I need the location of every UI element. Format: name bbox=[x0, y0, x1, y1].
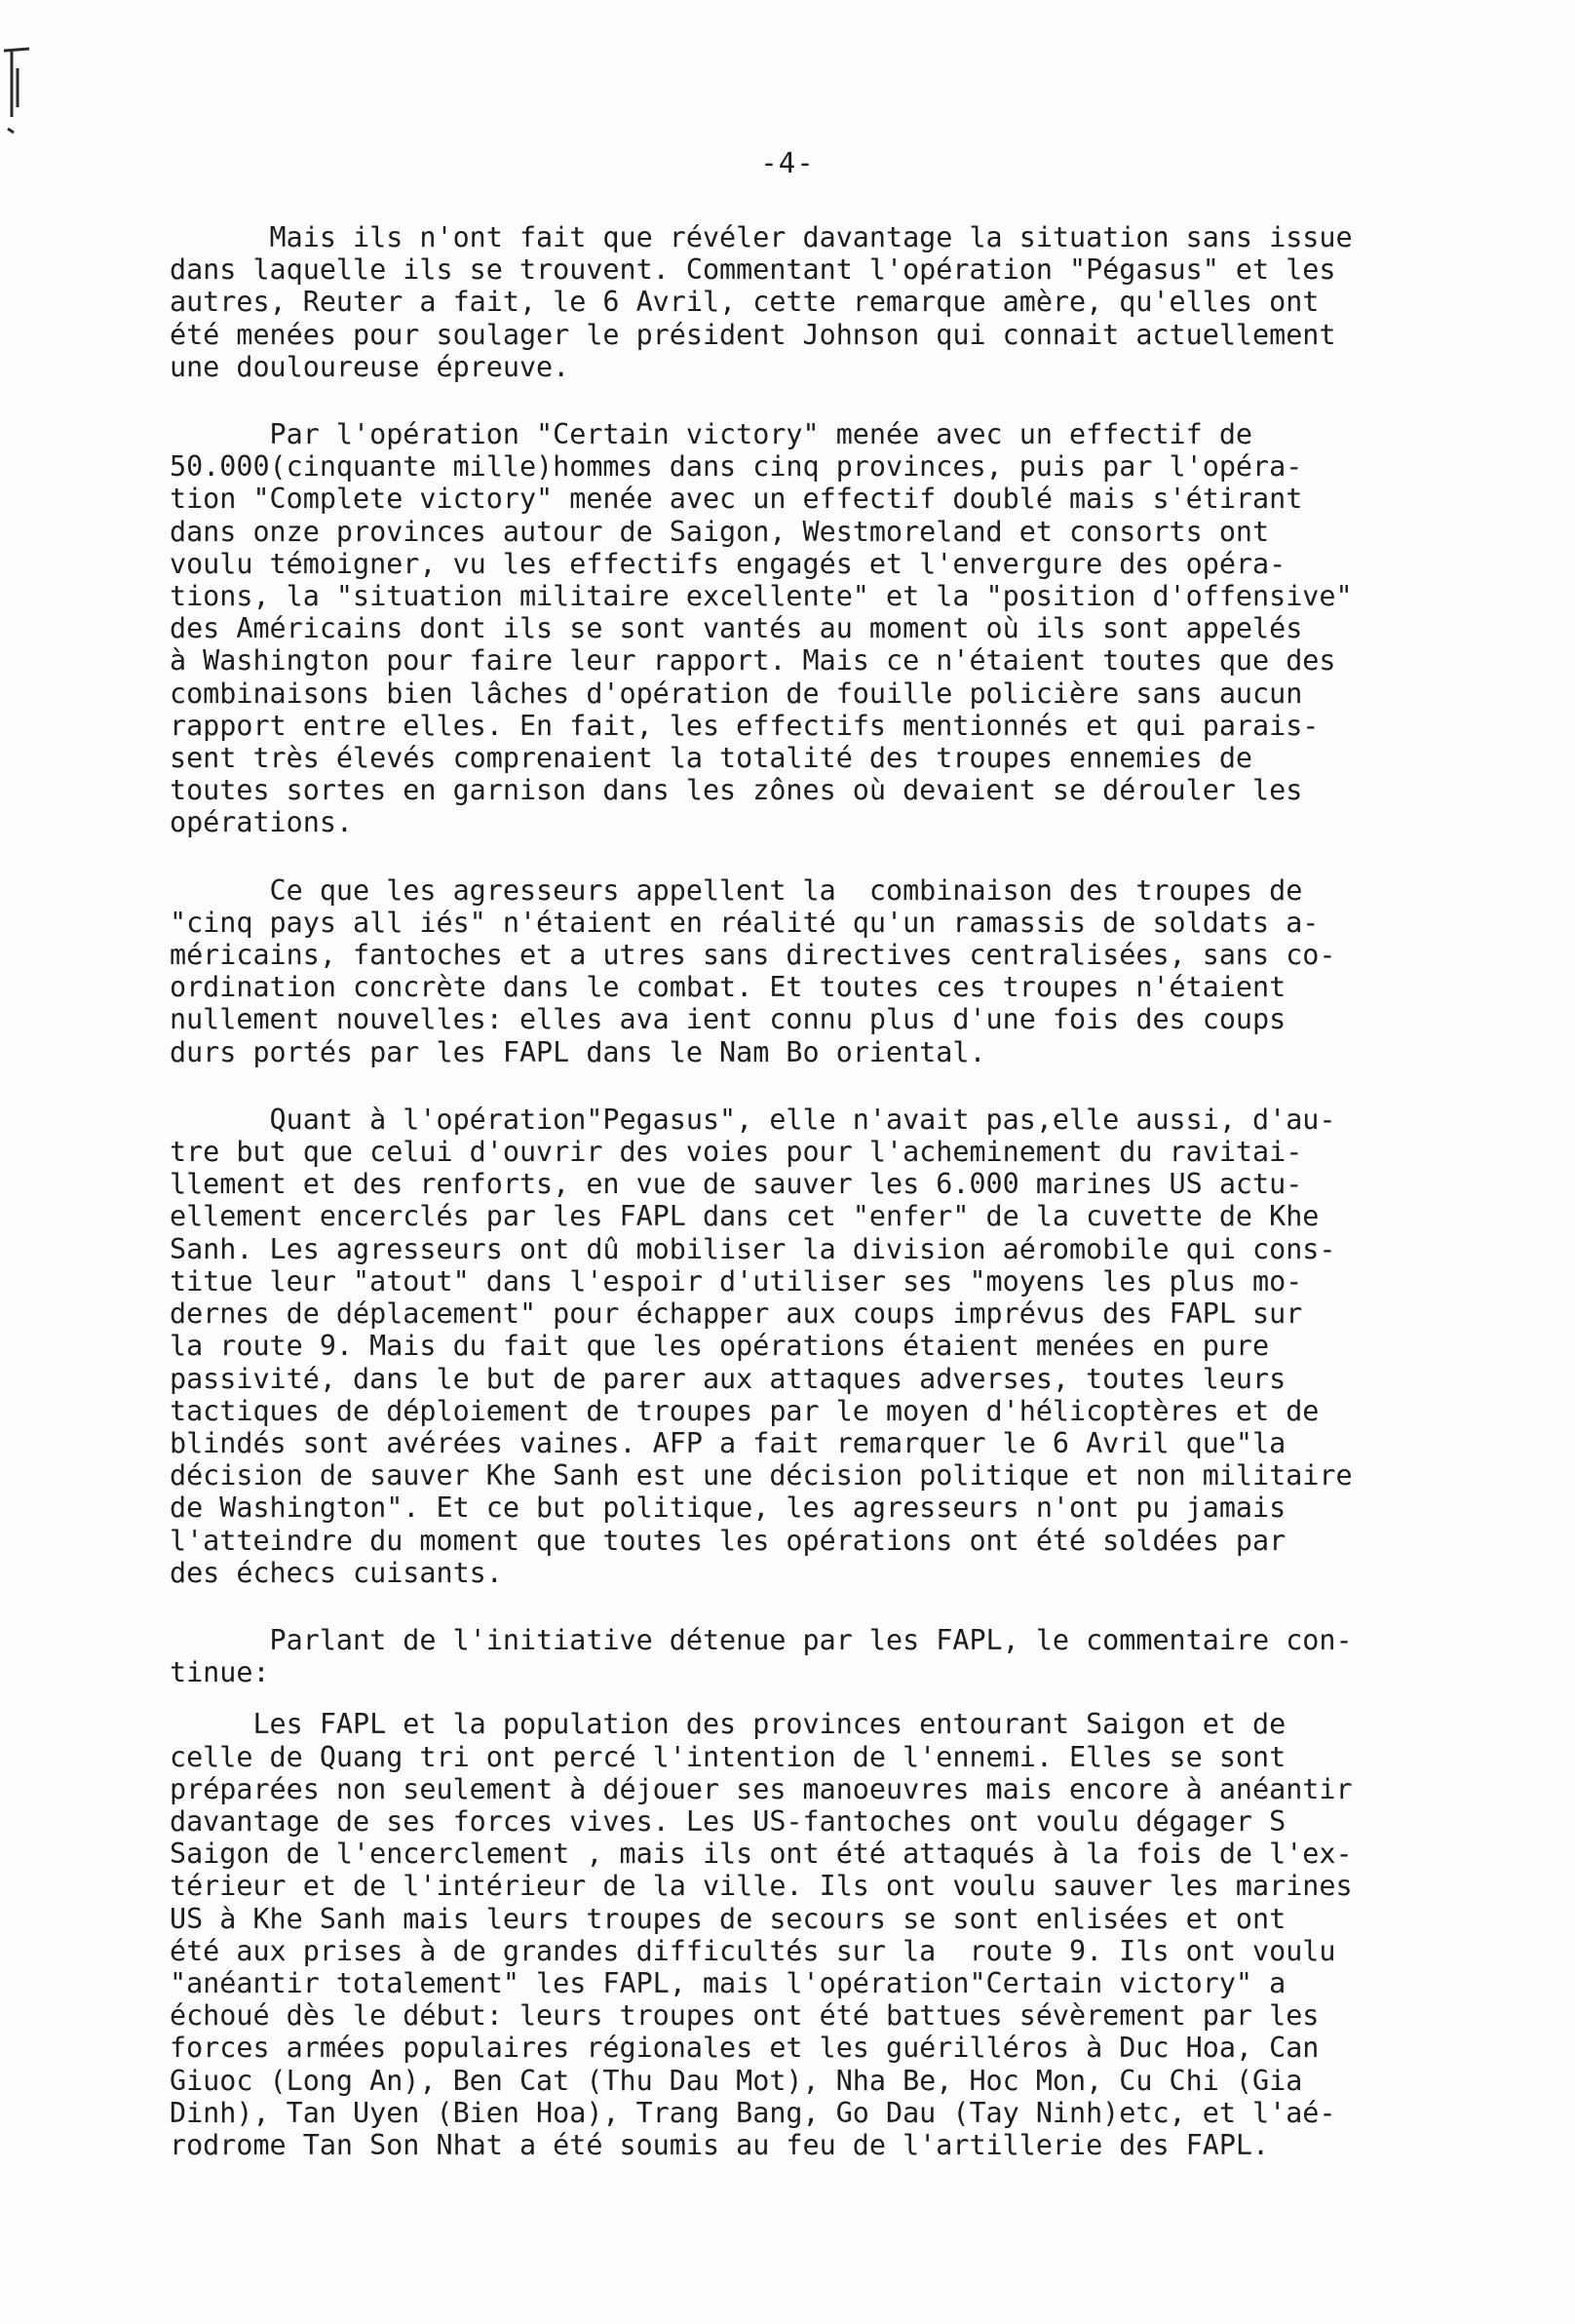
text-line: durs portés par les FAPL dans le Nam Bo oriental. bbox=[170, 1035, 986, 1068]
text-line: toutes sortes en garnison dans les zônes où devaient se dérouler les bbox=[170, 774, 1303, 807]
text-line: Ce que les agresseurs appellent la combinaison des troupes de bbox=[170, 873, 1303, 907]
body-text bbox=[170, 221, 1556, 2161]
text-line: dans onze provinces autour de Saigon, Westmoreland et consorts ont bbox=[170, 515, 1270, 548]
text-line: titue leur "atout" dans l'espoir d'utiliser ses "moyens les plus mo- bbox=[170, 1264, 1303, 1298]
text-line: échoué dès le début: leurs troupes ont été battues sévèrement par les bbox=[170, 1999, 1320, 2033]
paragraph bbox=[170, 418, 1556, 839]
text-line: Giuoc (Long An), Ben Cat (Thu Dau Mot), Nha Be, Hoc Mon, Cu Chi (Gia bbox=[170, 2064, 1303, 2097]
text-line: tions, la "situation militaire excellente" et la "position d'offensive" bbox=[170, 580, 1353, 613]
margin-mark bbox=[0, 39, 39, 136]
text-line: tinue: bbox=[170, 1656, 270, 1689]
text-line: Dinh), Tan Uyen (Bien Hoa), Trang Bang, Go Dau (Tay Ninh)etc, et l'aé- bbox=[170, 2096, 1336, 2129]
text-line: davantage de ses forces vives. Les US-fantoches ont voulu dégager S bbox=[170, 1804, 1287, 1838]
text-line: US à Khe Sanh mais leurs troupes de secours se sont enlisées et ont bbox=[170, 1902, 1287, 1935]
text-line: l'atteindre du moment que toutes les opérations ont été soldées par bbox=[170, 1524, 1287, 1557]
text-line: décision de sauver Khe Sanh est une décision politique et non militaire bbox=[170, 1459, 1353, 1492]
text-line: ordination concrète dans le combat. Et toutes ces troupes n'étaient bbox=[170, 971, 1287, 1004]
text-line: Sanh. Les agresseurs ont dû mobiliser la division aéromobile qui cons- bbox=[170, 1232, 1336, 1265]
text-line: combinaisons bien lâches d'opération de fouille policière sans aucun bbox=[170, 677, 1303, 710]
text-line: dernes de déplacement" pour échapper aux coups imprévus des FAPL sur bbox=[170, 1298, 1303, 1331]
text-line: autres, Reuter a fait, le 6 Avril, cette remarque amère, qu'elles ont bbox=[170, 286, 1320, 319]
paragraph bbox=[170, 1104, 1556, 1589]
text-line: opérations. bbox=[170, 806, 354, 839]
text-line: tactiques de déploiement de troupes par le moyen d'hélicoptères et de bbox=[170, 1394, 1320, 1427]
text-line: rapport entre elles. En fait, les effectifs mentionnés et qui parais- bbox=[170, 709, 1320, 742]
paragraph bbox=[170, 1624, 1556, 1688]
text-line: Les FAPL et la population des provinces entourant Saigon et de bbox=[170, 1708, 1287, 1741]
text-line: méricains, fantoches et a utres sans directives centralisées, sans co- bbox=[170, 939, 1336, 972]
text-line: forces armées populaires régionales et les guérilléros à Duc Hoa, Can bbox=[170, 2032, 1320, 2065]
text-line: dans laquelle ils se trouvent. Commentant l'opération "Pégasus" et les bbox=[170, 253, 1336, 287]
text-line: préparées non seulement à déjouer ses manoeuvres mais encore à anéantir bbox=[170, 1772, 1353, 1805]
text-line: été menées pour soulager le président Johnson qui connait actuellement bbox=[170, 318, 1336, 351]
text-line: des échecs cuisants. bbox=[170, 1556, 503, 1589]
text-line: tre but que celui d'ouvrir des voies pour l'acheminement du ravitai- bbox=[170, 1136, 1303, 1169]
text-line: blindés sont avérées vaines. AFP a fait remarquer le 6 Avril que"la bbox=[170, 1426, 1287, 1459]
text-line: ellement encerclés par les FAPL dans cet "enfer" de la cuvette de Khe bbox=[170, 1200, 1320, 1233]
text-line: Mais ils n'ont fait que révéler davantage la situation sans issue bbox=[170, 221, 1353, 253]
text-line: une douloureuse épreuve. bbox=[170, 350, 570, 383]
text-line: la route 9. Mais du fait que les opérations étaient menées en pure bbox=[170, 1330, 1270, 1363]
text-line: Par l'opération "Certain victory" menée avec un effectif de bbox=[170, 418, 1253, 451]
text-line: "anéantir totalement" les FAPL, mais l'opération"Certain victory" a bbox=[170, 1966, 1287, 1999]
text-line: de Washington". Et ce but politique, les agresseurs n'ont pu jamais bbox=[170, 1491, 1287, 1525]
text-line: des Américains dont ils se sont vantés au moment où ils sont appelés bbox=[170, 612, 1303, 645]
text-line: à Washington pour faire leur rapport. Mais ce n'étaient toutes que des bbox=[170, 644, 1336, 678]
text-line: Parlant de l'initiative détenue par les FAPL, le commentaire con- bbox=[170, 1623, 1353, 1656]
text-line: 50.000(cinquante mille)hommes dans cinq provinces, puis par l'opéra- bbox=[170, 450, 1303, 484]
text-line: été aux prises à de grandes difficultés sur la route 9. Ils ont voulu bbox=[170, 1934, 1336, 1967]
text-line: Quant à l'opération"Pegasus", elle n'avait pas,elle aussi, d'au- bbox=[170, 1103, 1336, 1136]
text-line: celle de Quang tri ont percé l'intention de l'ennemi. Elles se sont bbox=[170, 1740, 1287, 1773]
text-line: voulu témoigner, vu les effectifs engagés et l'envergure des opéra- bbox=[170, 547, 1287, 580]
text-line: térieur et de l'intérieur de la ville. Ils ont voulu sauver les marines bbox=[170, 1870, 1353, 1903]
page-number: -4- bbox=[760, 146, 815, 179]
paragraph bbox=[170, 874, 1556, 1068]
text-line: tion "Complete victory" menée avec un effectif doublé mais s'étirant bbox=[170, 483, 1303, 516]
paragraph bbox=[170, 221, 1556, 383]
text-line: rodrome Tan Son Nhat a été soumis au feu de l'artillerie des FAPL. bbox=[170, 2128, 1270, 2161]
text-line: nullement nouvelles: elles ava ient connu plus d'une fois des coups bbox=[170, 1003, 1287, 1036]
text-line: Saigon de l'encerclement , mais ils ont été attaqués à la fois de l'ex- bbox=[170, 1838, 1353, 1871]
paragraph bbox=[170, 1708, 1556, 2161]
text-line: "cinq pays all iés" n'étaient en réalité qu'un ramassis de soldats a- bbox=[170, 906, 1320, 939]
text-line: passivité, dans le but de parer aux attaques adverses, toutes leurs bbox=[170, 1362, 1287, 1395]
text-line: sent très élevés comprenaient la totalité des troupes ennemies de bbox=[170, 742, 1253, 775]
text-line: llement et des renforts, en vue de sauver les 6.000 marines US actu- bbox=[170, 1168, 1303, 1201]
